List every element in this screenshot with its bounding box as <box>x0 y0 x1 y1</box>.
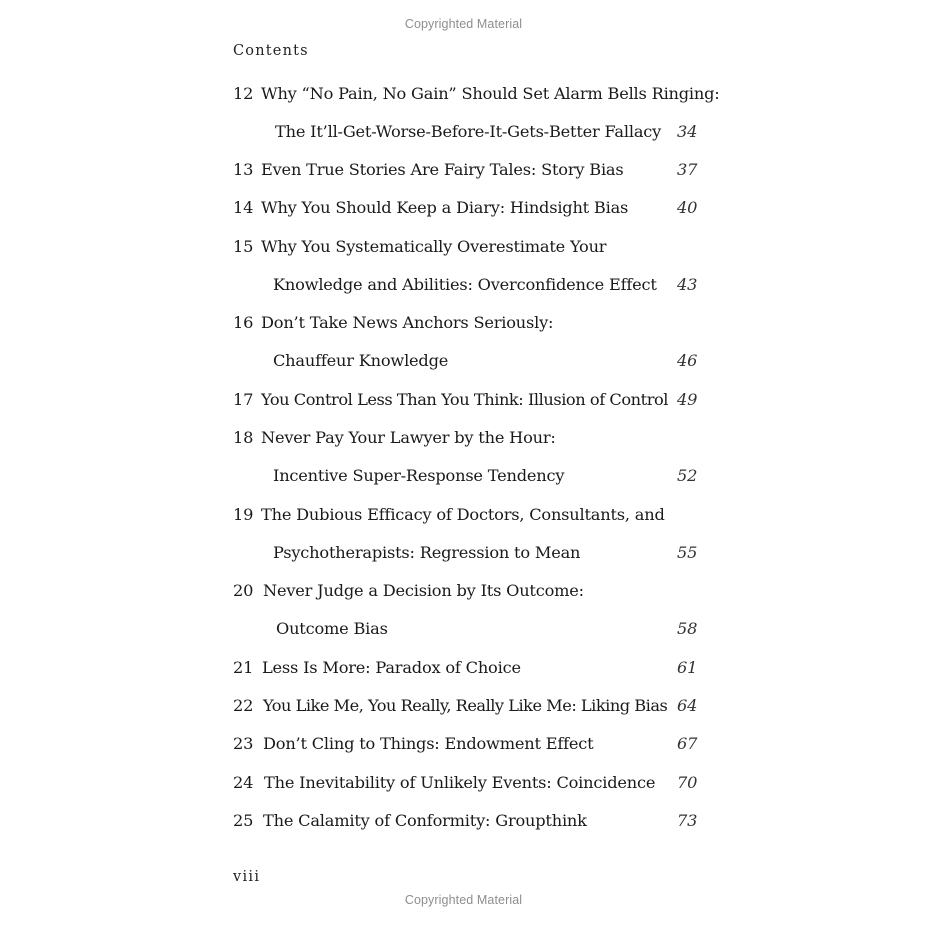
toc-entry-19-continued <box>233 541 703 565</box>
toc-entry-15-continued <box>233 273 703 297</box>
toc-entry-16-continued <box>233 349 703 373</box>
page-folio: viii <box>233 869 261 885</box>
toc-entry-page-number: 43 <box>677 275 698 294</box>
toc-entry-number: 19 <box>233 505 254 524</box>
toc-entry-title: Even True Stories Are Fairy Tales: Story Bias <box>261 160 624 179</box>
toc-entry-number: 15 <box>233 237 254 256</box>
toc-entry-title-continued: Knowledge and Abilities: Overconfidence Effect <box>273 275 657 294</box>
toc-entry-page-number: 52 <box>677 466 698 485</box>
toc-entry-16 <box>233 311 703 335</box>
toc-entry-page-number: 46 <box>677 351 698 370</box>
toc-entry-title: Why “No Pain, No Gain” Should Set Alarm Bells Ringing: <box>261 84 720 103</box>
toc-entry-page-number: 73 <box>677 811 698 830</box>
toc-entry-number: 17 <box>233 390 254 409</box>
page-running-head: Contents <box>233 43 309 59</box>
toc-entry-title: Never Judge a Decision by Its Outcome: <box>263 581 584 600</box>
toc-entry-14 <box>233 196 703 220</box>
toc-entry-page-number: 40 <box>677 198 698 217</box>
toc-entry-page-number: 37 <box>677 160 698 179</box>
toc-entry-17 <box>233 388 703 412</box>
toc-entry-title: You Control Less Than You Think: Illusion of Control <box>261 390 669 409</box>
toc-entry-number: 20 <box>233 581 254 600</box>
toc-entry-22 <box>233 694 703 718</box>
toc-entry-number: 13 <box>233 160 254 179</box>
toc-entry-number: 18 <box>233 428 254 447</box>
toc-entry-page-number: 67 <box>677 734 698 753</box>
copyright-watermark-bottom: Copyrighted Material <box>404 893 523 907</box>
toc-entry-20-continued <box>233 617 703 641</box>
toc-entry-12 <box>233 82 720 106</box>
toc-entry-title-continued: Incentive Super-Response Tendency <box>273 466 565 485</box>
toc-entry-13 <box>233 158 703 182</box>
toc-entry-18-continued <box>233 464 703 488</box>
toc-entry-number: 25 <box>233 811 254 830</box>
toc-entry-page-number: 55 <box>677 543 698 562</box>
toc-entry-15 <box>233 235 703 259</box>
toc-entry-number: 23 <box>233 734 254 753</box>
toc-entry-number: 12 <box>233 84 254 103</box>
toc-entry-23 <box>233 732 703 756</box>
toc-entry-title: Why You Systematically Overestimate Your <box>261 237 607 256</box>
toc-entry-19 <box>233 503 703 527</box>
toc-entry-18 <box>233 426 703 450</box>
toc-entry-number: 24 <box>233 773 254 792</box>
toc-entry-title: The Dubious Efficacy of Doctors, Consultants, and <box>261 505 665 524</box>
toc-entry-number: 16 <box>233 313 254 332</box>
toc-entry-title: Don’t Cling to Things: Endowment Effect <box>263 734 594 753</box>
toc-entry-24 <box>233 771 703 795</box>
toc-entry-title: You Like Me, You Really, Really Like Me: Liking Bias <box>263 696 668 715</box>
toc-entry-title: The Inevitability of Unlikely Events: Coincidence <box>264 773 656 792</box>
toc-entry-page-number: 64 <box>677 696 698 715</box>
toc-entry-page-number: 58 <box>677 619 698 638</box>
toc-entry-title-continued: Chauffeur Knowledge <box>273 351 449 370</box>
toc-entry-page-number: 34 <box>677 122 698 141</box>
toc-entry-number: 21 <box>233 658 254 677</box>
toc-entry-title: The Calamity of Conformity: Groupthink <box>263 811 587 830</box>
toc-entry-page-number: 49 <box>677 390 698 409</box>
toc-entry-title-continued: The It’ll-Get-Worse-Before-It-Gets-Better Fallacy <box>275 122 662 141</box>
toc-entry-20 <box>233 579 703 603</box>
toc-entry-title: Less Is More: Paradox of Choice <box>262 658 521 677</box>
toc-entry-title: Why You Should Keep a Diary: Hindsight Bias <box>261 198 629 217</box>
toc-entry-number: 14 <box>233 198 254 217</box>
toc-entry-25 <box>233 809 703 833</box>
toc-entry-page-number: 61 <box>677 658 698 677</box>
toc-entry-title-continued: Psychotherapists: Regression to Mean <box>273 543 581 562</box>
toc-entry-page-number: 70 <box>677 773 698 792</box>
toc-entry-title: Don’t Take News Anchors Seriously: <box>261 313 554 332</box>
toc-entry-21 <box>233 656 703 680</box>
copyright-watermark-top: Copyrighted Material <box>404 17 523 31</box>
toc-entry-title: Never Pay Your Lawyer by the Hour: <box>261 428 556 447</box>
toc-entry-number: 22 <box>233 696 254 715</box>
toc-entry-12-continued <box>233 120 703 144</box>
toc-entry-title-continued: Outcome Bias <box>276 619 388 638</box>
